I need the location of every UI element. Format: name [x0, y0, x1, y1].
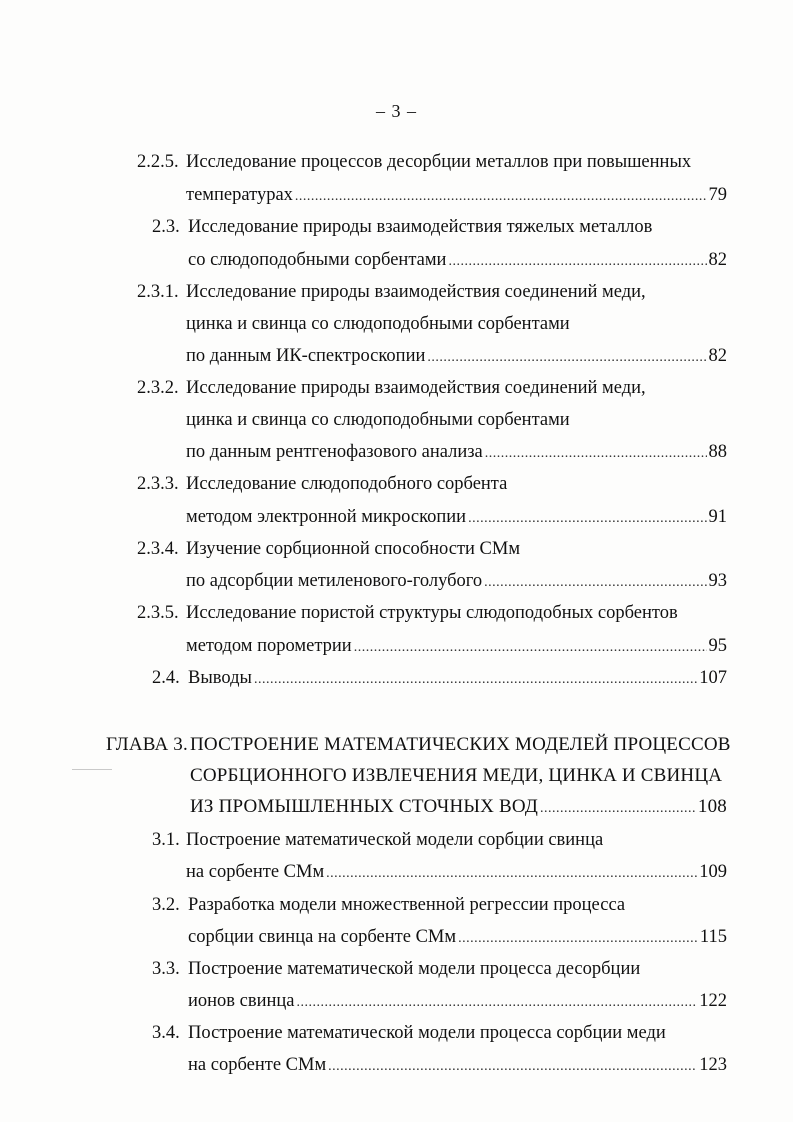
toc-entry-2-3-5-number: 2.3.5. [137, 603, 179, 623]
toc-page-number: 79 [708, 185, 727, 205]
toc-entry-2-2-5-last-line[interactable] [186, 182, 727, 210]
toc-entry-2-2-5-title: Исследование процессов десорбции металлов при повышенных [186, 152, 692, 172]
toc-entry-2-3-1-number: 2.3.1. [137, 282, 179, 302]
page-number: – 3 – [376, 101, 417, 121]
toc-entry-2-3-3-last-line[interactable] [186, 504, 727, 532]
toc-entry-2-3-number: 2.3. [152, 217, 180, 237]
toc-entry-2-3-5-last-line[interactable] [186, 633, 727, 661]
toc-entry-2-3-3-number: 2.3.3. [137, 474, 179, 494]
toc-page-number: 108 [697, 796, 727, 817]
toc-entry-2-3-1-last-line[interactable] [186, 343, 727, 371]
dot-leader [458, 926, 698, 952]
toc-page-number: 95 [708, 636, 727, 656]
toc-entry-text: методом порометрии [186, 636, 352, 656]
dot-leader [484, 570, 706, 596]
dot-leader [540, 796, 696, 822]
toc-entry-2-3-5-title: Исследование пористой структуры слюдоподобных сорбентов [186, 603, 678, 623]
toc-entry-2-3-1-title-line1: Исследование природы взаимодействия соединений меди, [186, 282, 646, 302]
toc-entry-text: на сорбенте СМм [188, 1055, 327, 1075]
toc-entry-text: сорбции свинца на сорбенте СМм [188, 927, 457, 947]
toc-entry-3-4-title: Построение математической модели процесса сорбции меди [188, 1023, 666, 1043]
toc-entry-text: ИЗ ПРОМЫШЛЕННЫХ СТОЧНЫХ ВОД [190, 796, 539, 817]
toc-entry-3-4-number: 3.4. [152, 1023, 180, 1043]
toc-entry-text: методом электронной микроскопии [186, 507, 467, 527]
toc-entry-2-4-last-line[interactable] [188, 665, 727, 693]
chapter-3-last-line[interactable] [190, 794, 727, 822]
toc-entry-3-2-title: Разработка модели множественной регрессии процесса [188, 895, 626, 915]
toc-entry-3-3-title: Построение математической модели процесса десорбции [188, 959, 641, 979]
chapter-3-label: ГЛАВА 3. [106, 734, 188, 755]
toc-entry-2-3-last-line[interactable] [188, 247, 727, 275]
toc-entry-2-3-2-title-line1: Исследование природы взаимодействия соединений меди, [186, 378, 646, 398]
toc-entry-3-3-number: 3.3. [152, 959, 180, 979]
toc-page-number: 91 [708, 507, 727, 527]
dot-leader [485, 441, 707, 467]
toc-entry-text: по данным ИК-спектроскопии [186, 346, 426, 366]
toc-page-number: 82 [708, 250, 727, 270]
toc-page-number: 93 [708, 571, 727, 591]
toc-entry-2-3-3-title: Исследование слюдоподобного сорбента [186, 474, 508, 494]
toc-entry-text: на сорбенте СМм [186, 862, 325, 882]
toc-page-number: 115 [699, 927, 727, 947]
toc-page-number: 82 [708, 346, 727, 366]
toc-page-number: 88 [708, 442, 727, 462]
toc-page-number: 123 [699, 1055, 727, 1075]
dot-leader [326, 861, 697, 887]
chapter-3-title-line2: СОРБЦИОННОГО ИЗВЛЕЧЕНИЯ МЕДИ, ЦИНКА И СВИНЦА [190, 765, 723, 786]
toc-page-number: 122 [699, 991, 727, 1011]
dot-leader [254, 667, 697, 693]
dot-leader [297, 990, 698, 1016]
toc-page-number: 109 [699, 862, 727, 882]
dot-leader [295, 184, 707, 210]
toc-entry-2-3-1-title-line2: цинка и свинца со слюдоподобными сорбентами [186, 314, 570, 334]
toc-entry-2-3-4-last-line[interactable] [186, 568, 727, 596]
toc-entry-2-3-4-number: 2.3.4. [137, 539, 179, 559]
dot-leader [328, 1054, 697, 1080]
toc-entry-3-2-number: 3.2. [152, 895, 180, 915]
dot-leader [468, 506, 706, 532]
toc-entry-text: температурах [186, 185, 293, 205]
toc-page-number: 107 [699, 668, 727, 688]
scan-artifact [72, 769, 112, 770]
toc-entry-text: ионов свинца [188, 991, 295, 1011]
toc-entry-3-3-last-line[interactable] [188, 988, 727, 1016]
toc-entry-text: Выводы [188, 668, 252, 688]
toc-entry-text: по адсорбции метиленового-голубого [186, 571, 483, 591]
toc-entry-text: со слюдоподобными сорбентами [188, 250, 447, 270]
chapter-3-title-line1: ПОСТРОЕНИЕ МАТЕМАТИЧЕСКИХ МОДЕЛЕЙ ПРОЦЕССОВ [190, 734, 731, 755]
toc-entry-3-4-last-line[interactable] [188, 1052, 727, 1080]
toc-entry-3-1-number: 3.1. [152, 830, 180, 850]
toc-entry-2-3-2-title-line2: цинка и свинца со слюдоподобными сорбентами [186, 410, 570, 430]
toc-entry-2-2-5-number: 2.2.5. [137, 152, 179, 172]
toc-entry-2-4-number: 2.4. [152, 668, 180, 688]
dot-leader [427, 345, 706, 371]
toc-entry-3-2-last-line[interactable] [188, 924, 727, 952]
toc-entry-3-1-title: Построение математической модели сорбции свинца [186, 830, 604, 850]
toc-entry-2-3-2-number: 2.3.2. [137, 378, 179, 398]
toc-entry-2-3-4-title: Изучение сорбционной способности СМм [186, 539, 521, 559]
dot-leader [448, 249, 706, 275]
toc-entry-3-1-last-line[interactable] [186, 859, 727, 887]
toc-entry-2-3-title: Исследование природы взаимодействия тяжелых металлов [188, 217, 653, 237]
toc-entry-text: по данным рентгенофазового анализа [186, 442, 483, 462]
dot-leader [354, 635, 707, 661]
toc-entry-2-3-2-last-line[interactable] [186, 439, 727, 467]
